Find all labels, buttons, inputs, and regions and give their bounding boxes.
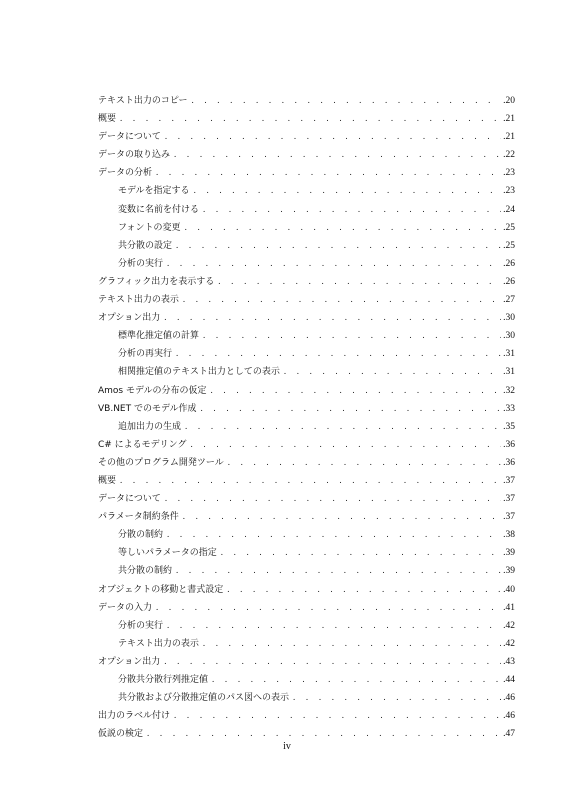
toc-entry[interactable] xyxy=(98,236,515,254)
toc-entry[interactable] xyxy=(98,435,515,453)
toc-entry-title: Amos モデルの分布の仮定 xyxy=(98,385,207,396)
toc-entry-page: .47 xyxy=(503,729,515,740)
dot-leader xyxy=(183,507,501,525)
toc-entry-page: .46 xyxy=(503,711,515,722)
toc-entry[interactable] xyxy=(98,381,515,399)
toc-entry-page: .30 xyxy=(503,313,515,324)
toc-entry-page: .41 xyxy=(503,602,515,613)
toc-entry-page: .31 xyxy=(503,367,515,378)
toc-entry[interactable] xyxy=(98,362,515,380)
toc-entry-title: 等しいパラメータの指定 xyxy=(118,548,217,559)
toc-entry-title: 概要 xyxy=(98,475,117,486)
dot-leader xyxy=(201,399,502,417)
toc-entry[interactable] xyxy=(98,181,515,199)
toc-entry[interactable] xyxy=(98,290,515,308)
dot-leader xyxy=(211,381,502,399)
toc-entry-page: .30 xyxy=(503,331,515,342)
toc-entry[interactable] xyxy=(98,200,515,218)
toc-entry-page: .33 xyxy=(503,403,515,414)
toc-entry[interactable] xyxy=(98,399,515,417)
dot-leader xyxy=(167,616,501,634)
toc-entry-page: .36 xyxy=(503,457,515,468)
toc-entry-title: 相関推定値のテキスト出力としての表示 xyxy=(118,367,280,378)
dot-leader xyxy=(212,670,501,688)
toc-entry-page: .39 xyxy=(503,566,515,577)
toc-entry-title: 概要 xyxy=(98,114,117,125)
dot-leader xyxy=(167,525,501,543)
toc-entry[interactable] xyxy=(98,91,515,109)
dot-leader xyxy=(156,598,501,616)
dot-leader xyxy=(194,181,502,199)
toc-entry[interactable] xyxy=(98,417,515,435)
toc-entry[interactable] xyxy=(98,308,515,326)
toc-entry-page: .35 xyxy=(503,421,515,432)
toc-entry-title: オプション出力 xyxy=(98,656,161,667)
toc-entry-title: オプション出力 xyxy=(98,313,161,324)
toc-entry-page: .26 xyxy=(503,258,515,269)
toc-entry-title: 共分散の設定 xyxy=(118,240,173,251)
toc-entry-page: .36 xyxy=(503,439,515,450)
toc-entry-title: テキスト出力の表示 xyxy=(98,295,179,306)
toc-entry[interactable] xyxy=(98,598,515,616)
dot-leader xyxy=(176,561,501,579)
toc-entry-title: 仮説の検定 xyxy=(98,729,144,740)
toc-entry[interactable] xyxy=(98,616,515,634)
toc-entry-title: 分析の実行 xyxy=(118,620,164,631)
dot-leader xyxy=(164,308,501,326)
dot-leader xyxy=(221,543,501,561)
toc-entry[interactable] xyxy=(98,670,515,688)
toc-entry[interactable] xyxy=(98,254,515,272)
dot-leader xyxy=(185,218,502,236)
toc-entry[interactable] xyxy=(98,127,515,145)
toc-entry-title: 変数に名前を付ける xyxy=(118,204,200,215)
toc-entry[interactable] xyxy=(98,580,515,598)
toc-entry-page: .23 xyxy=(503,168,515,179)
toc-entry[interactable] xyxy=(98,453,515,471)
toc-entry[interactable] xyxy=(98,109,515,127)
toc-entry[interactable] xyxy=(98,561,515,579)
dot-leader xyxy=(293,688,501,706)
toc-entry-title: データについて xyxy=(98,494,161,505)
toc-entry-title: データの取り込み xyxy=(98,150,171,161)
toc-entry-title: テキスト出力のコピー xyxy=(98,96,188,106)
dot-leader xyxy=(203,326,501,344)
toc-entry-page: .46 xyxy=(503,693,515,704)
dot-leader xyxy=(284,362,501,380)
toc-entry[interactable] xyxy=(98,272,515,290)
toc-entry-title: テキスト出力の表示 xyxy=(118,638,199,649)
toc-entry-title: 分析の再実行 xyxy=(118,349,173,360)
dot-leader xyxy=(174,706,501,724)
toc-entry[interactable] xyxy=(98,145,515,163)
toc-entry-page: .22 xyxy=(503,150,515,161)
toc-entry-page: .43 xyxy=(503,656,515,667)
toc-entry[interactable] xyxy=(98,706,515,724)
toc-entry-page: .21 xyxy=(503,114,515,125)
toc-entry-page: .23 xyxy=(503,186,515,197)
toc-entry-title: データについて xyxy=(98,132,161,143)
dot-leader xyxy=(218,272,501,290)
dot-leader xyxy=(191,435,502,453)
toc-entry-page: .20 xyxy=(503,96,515,106)
toc-entry[interactable] xyxy=(98,489,515,507)
toc-entry-page: .25 xyxy=(503,222,515,233)
dot-leader xyxy=(165,489,501,507)
toc-entry-title: データの分析 xyxy=(98,168,153,179)
dot-leader xyxy=(176,344,501,362)
toc-entry[interactable] xyxy=(98,344,515,362)
toc-entry-title: 標準化推定値の計算 xyxy=(118,331,200,342)
toc-entry[interactable] xyxy=(98,652,515,670)
dot-leader xyxy=(203,200,501,218)
toc-entry[interactable] xyxy=(98,218,515,236)
toc-entry-page: .27 xyxy=(503,295,515,306)
toc-entry-page: .32 xyxy=(503,385,515,396)
dot-leader xyxy=(147,724,501,742)
dot-leader xyxy=(156,163,501,181)
toc-entry[interactable] xyxy=(98,724,515,742)
toc-entry-page: .21 xyxy=(503,132,515,143)
dot-leader xyxy=(167,254,501,272)
toc-entry-page: .37 xyxy=(503,512,515,523)
toc-entry[interactable] xyxy=(98,471,515,489)
toc-entry[interactable] xyxy=(98,688,515,706)
dot-leader xyxy=(120,471,501,489)
toc-entry-page: .42 xyxy=(503,620,515,631)
toc-entry-page: .42 xyxy=(503,638,515,649)
toc-entry-page: .39 xyxy=(503,548,515,559)
toc-entry[interactable] xyxy=(98,525,515,543)
toc-entry-title: 共分散および分散推定値のパス図への表示 xyxy=(118,693,290,704)
toc-entry[interactable] xyxy=(98,543,515,561)
toc-entry-page: .38 xyxy=(503,530,515,541)
toc-entry-page: .31 xyxy=(503,349,515,360)
toc-entry-title: 分析の実行 xyxy=(118,258,164,269)
dot-leader xyxy=(191,91,501,109)
dot-leader xyxy=(183,290,501,308)
dot-leader xyxy=(165,127,501,145)
toc-entry[interactable] xyxy=(98,326,515,344)
toc-entry-page: .37 xyxy=(503,475,515,486)
dot-leader xyxy=(185,417,501,435)
toc-entry-title: その他のプログラム開発ツール xyxy=(98,457,224,468)
toc-entry-title: グラフィック出力を表示する xyxy=(98,276,215,287)
toc-entry-page: .40 xyxy=(503,584,515,595)
toc-entry-page: .26 xyxy=(503,276,515,287)
toc-entry[interactable] xyxy=(98,634,515,652)
page-number: iv xyxy=(283,741,291,752)
toc-entry-page: .24 xyxy=(503,204,515,215)
toc-entry-title: モデルを指定する xyxy=(118,186,190,197)
toc-entry-title: 分散の制約 xyxy=(118,530,164,541)
toc-entry-title: 出力のラベル付け xyxy=(98,711,171,722)
toc-entry-title: フォントの変更 xyxy=(118,222,181,233)
toc-entry-title: VB.NET でのモデル作成 xyxy=(98,403,197,414)
toc-entry-title: オブジェクトの移動と書式設定 xyxy=(98,584,224,595)
dot-leader xyxy=(174,145,501,163)
toc-entry-page: .44 xyxy=(503,675,515,685)
toc-entry-title: 分散共分散行列推定値 xyxy=(118,675,209,685)
toc-entry-title: 共分散の制約 xyxy=(118,566,173,577)
dot-leader xyxy=(120,109,501,127)
toc-entry-title: 追加出力の生成 xyxy=(118,421,182,432)
toc-entry-page: .25 xyxy=(503,240,515,251)
toc-entry[interactable] xyxy=(98,163,515,181)
dot-leader xyxy=(227,580,501,598)
toc-entry[interactable] xyxy=(98,507,515,525)
toc-entry-page: .37 xyxy=(503,494,515,505)
dot-leader xyxy=(203,634,501,652)
dot-leader xyxy=(164,652,501,670)
toc-entry-title: データの入力 xyxy=(98,602,153,613)
dot-leader xyxy=(176,236,501,254)
toc-entry-title: パラメータ制約条件 xyxy=(98,512,179,523)
table-of-contents xyxy=(98,91,515,742)
dot-leader xyxy=(228,453,501,471)
toc-entry-title: C# によるモデリング xyxy=(98,439,187,450)
